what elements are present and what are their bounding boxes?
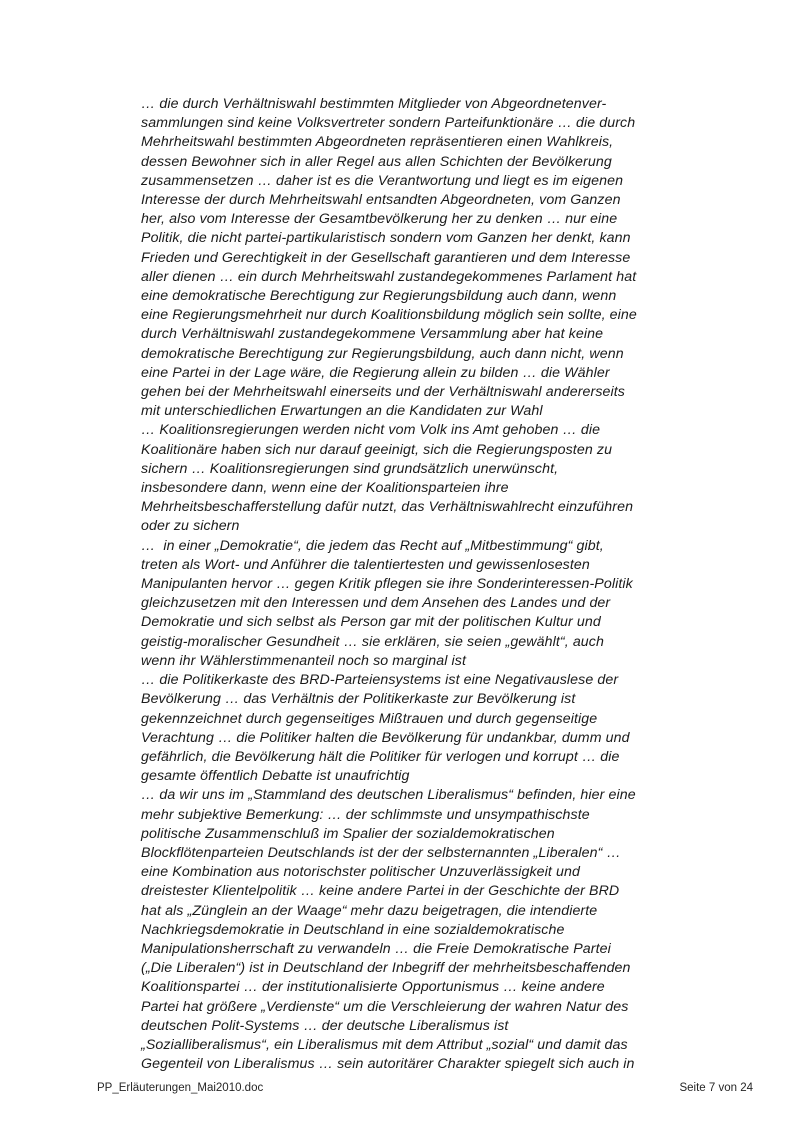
paragraph [141,671,716,786]
text-line: treten als Wort- und Anführer die talentiertesten und gewissenlosesten [141,556,590,573]
text-line: deutschen Polit-Systems … der deutsche Liberalismus ist [141,1017,509,1034]
text-line: insbesondere dann, wenn eine der Koalitionsparteien ihre [141,480,509,497]
text-line: Koalitionspartei … der institutionalisierte Opportunismus … keine andere [141,979,605,996]
text-line: … die Politikerkaste des BRD-Parteiensystems ist eine Negativauslese der [141,672,619,689]
text-line: eine Regierungsmehrheit nur durch Koalitionsbildung möglich sein sollte, eine [141,307,637,324]
text-line: eine Kombination aus notorischster politischer Unzuverlässigkeit und [141,864,580,881]
paragraph [141,786,716,1074]
text-line: dreistester Klientelpolitik … keine andere Partei in der Geschichte der BRD [141,883,620,900]
text-line: gesamte öffentlich Debatte ist unaufrichtig [141,768,410,785]
text-line: gleichzusetzen mit den Interessen und dem Ansehen des Landes und der [141,595,611,612]
text-line: Manipulationsherrschaft zu verwandeln … die Freie Demokratische Partei [141,940,611,957]
text-line: Gegenteil von Liberalismus … sein autoritärer Charakter spiegelt sich auch in [141,1056,635,1073]
text-line: oder zu sichern [141,518,240,535]
text-line: eine demokratische Berechtigung zur Regierungsbildung auch dann, wenn [141,288,617,305]
text-line: gekennzeichnet durch gegenseitiges Mißtrauen und durch gegenseitige [141,710,598,727]
text-line: geistig-moralischer Gesundheit … sie erklären, sie seien „gewählt“, auch [141,633,604,650]
text-line: … da wir uns im „Stammland des deutschen Liberalismus“ befinden, hier eine [141,787,636,804]
text-line: („Die Liberalen“) ist in Deutschland der Inbegriff der mehrheitsbeschaffenden [141,960,631,977]
text-line: Politik, die nicht partei-partikularistisch sondern vom Ganzen her denkt, kann [141,230,631,247]
text-line: … in einer „Demokratie“, die jedem das Recht auf „Mitbestimmung“ gibt, [141,537,604,554]
text-line: „Sozialliberalismus“, ein Liberalismus mit dem Attribut „sozial“ und damit das [141,1036,628,1053]
text-line: hat als „Zünglein an der Waage“ mehr dazu beigetragen, die intendierte [141,902,598,919]
document-body [141,95,716,1074]
text-line: zusammensetzen … daher ist es die Verantwortung und liegt es im eigenen [141,172,624,189]
text-line: dessen Bewohner sich in aller Regel aus allen Schichten der Bevölkerung [141,153,612,170]
text-line: Nachkriegsdemokratie in Deutschland in eine sozialdemokratische [141,921,565,938]
text-line: mit unterschiedlichen Erwartungen an die Kandidaten zur Wahl [141,403,543,420]
paragraph [141,95,716,421]
text-line: wenn ihr Wählerstimmenanteil noch so marginal ist [141,652,467,669]
text-line: Verachtung … die Politiker halten die Bevölkerung für undankbar, dumm und [141,729,630,746]
page-footer [97,1081,753,1095]
paragraph [141,421,716,536]
footer-page-indicator: Seite 7 von 24 [679,1082,753,1094]
footer-filename: PP_Erläuterungen_Mai2010.doc [97,1082,264,1094]
text-line: … Koalitionsregierungen werden nicht vom Volk ins Amt gehoben … die [141,422,601,439]
text-line: Manipulanten hervor … gegen Kritik pflegen sie ihre Sonderinteressen-Politik [141,576,633,593]
text-line: Interesse der durch Mehrheitswahl entsandten Abgeordneten, vom Ganzen [141,192,621,209]
text-line: sichern … Koalitionsregierungen sind grundsätzlich unerwünscht, [141,460,559,477]
text-line: Blockflötenparteien Deutschlands ist der der selbsternannten „Liberalen“ … [141,844,621,861]
text-line: Koalitionäre haben sich nur darauf geeinigt, sich die Regierungsposten zu [141,441,613,458]
text-line: gefährlich, die Bevölkerung hält die Politiker für verlogen und korrupt … die [141,748,620,765]
text-line: durch Verhältniswahl zustandegekommene Versammlung aber hat keine [141,326,604,343]
text-line: gehen bei der Mehrheitswahl einerseits und der Verhältniswahl andererseits [141,384,626,401]
text-line: Demokratie und sich selbst als Person gar mit der politischen Kultur und [141,614,601,631]
text-line: … die durch Verhältniswahl bestimmten Mitglieder von Abgeordnetenver- [141,96,607,112]
text-line: politische Zusammenschluß im Spalier der sozialdemokratischen [141,825,555,842]
text-line: mehr subjektive Bemerkung: … der schlimmste und unsympathischste [141,806,590,823]
text-line: Mehrheitswahl bestimmten Abgeordneten repräsentieren einen Wahlkreis, [141,134,614,151]
text-line: demokratische Berechtigung zur Regierungsbildung, auch dann nicht, wenn [141,345,624,362]
text-line: Frieden und Gerechtigkeit in der Gesellschaft garantieren und dem Interesse [141,249,631,266]
text-line: Partei hat größere „Verdienste“ um die Verschleierung der wahren Natur des [141,998,629,1015]
paragraph [141,537,716,671]
text-line: eine Partei in der Lage wäre, die Regierung allein zu bilden … die Wähler [141,364,610,381]
text-line: Bevölkerung … das Verhältnis der Politikerkaste zur Bevölkerung ist [141,691,576,708]
text-line: Mehrheitsbeschafferstellung dafür nutzt, das Verhältniswahlrecht einzuführen [141,499,634,516]
text-line: sammlungen sind keine Volksvertreter sondern Parteifunktionäre … die durch [141,115,636,132]
text-line: aller dienen … ein durch Mehrheitswahl zustandegekommenes Parlament hat [141,268,637,285]
text-line: her, also vom Interesse der Gesamtbevölkerung her zu denken … nur eine [141,211,618,228]
